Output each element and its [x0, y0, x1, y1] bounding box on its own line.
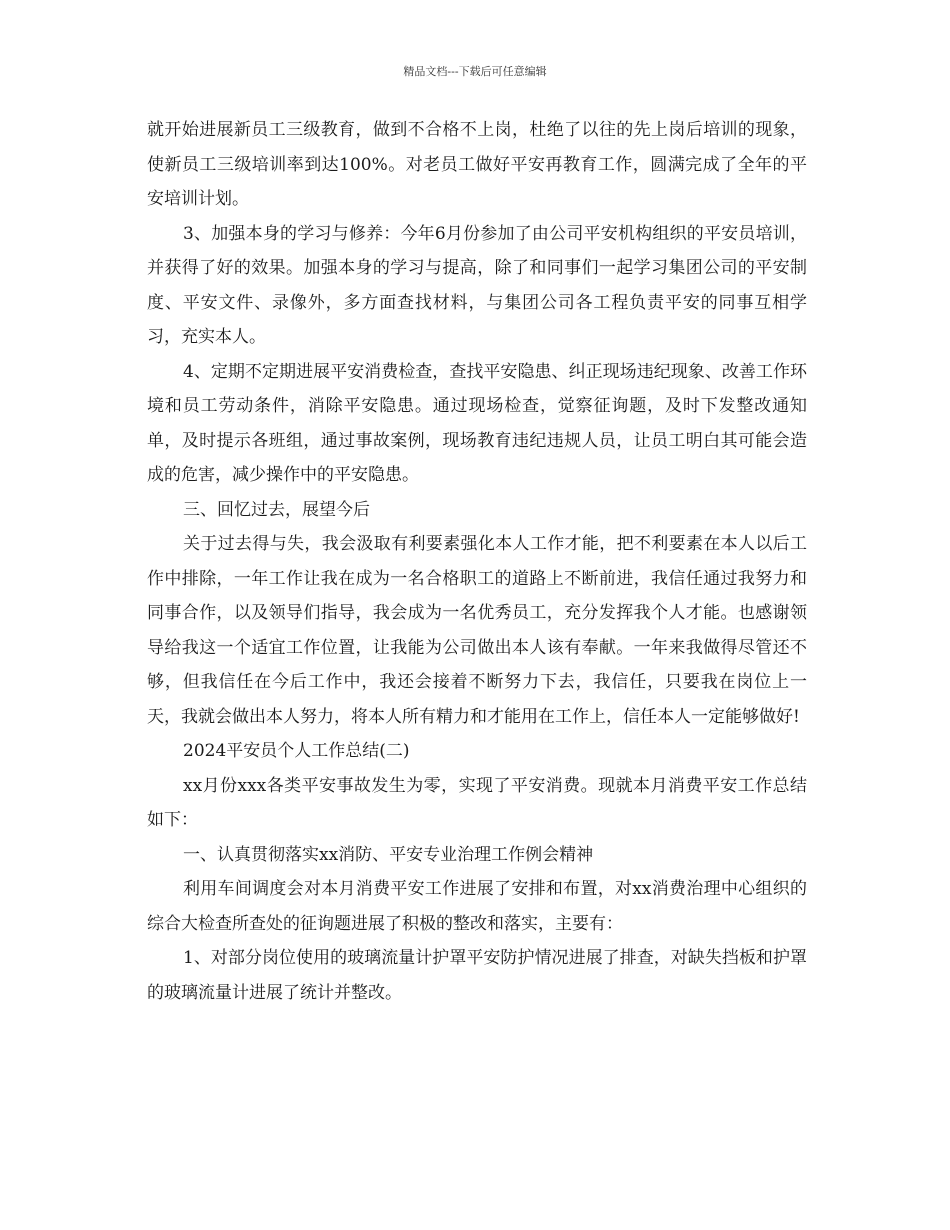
paragraph-item-1: 1、对部分岗位使用的玻璃流量计护罩平安防护情况进展了排查，对缺失挡板和护罩的玻璃流量计进展了统计并整改。: [147, 948, 807, 1003]
document-body: [147, 113, 807, 1010]
document-subtitle: 2024平安员个人工作总结(二): [183, 741, 410, 761]
paragraph-continuation: 就开始进展新员工三级教育，做到不合格不上岗，杜绝了以往的先上岗后培训的现象，使新员工三级培训率到达100%。对老员工做好平安再教育工作，圆满完成了全年的平安培训计划。: [147, 120, 807, 209]
paragraph-review: 关于过去得与失，我会汲取有利要素强化本人工作才能，把不利要素在本人以后工作中排除，一年工作让我在成为一名合格职工的道路上不断前进，我信任通过我努力和同事合作，以及领导们指导，我会成为一名优秀员工，充分发挥我个人才能。也感谢领导给我这一个适宜工作位置，让我能为公司做出本人该有奉献。一年来我做得尽管还不够，但我信任在今后工作中，我还会接着不断努力下去，我信任，只要我在岗位上一天，我就会做出本人努力，将本人所有精力和才能用在工作上，信任本人一定能够做好!: [147, 534, 807, 727]
paragraph-arrangement: 利用车间调度会对本月消费平安工作进展了安排和布置，对xx消费治理中心组织的综合大检查所查处的征询题进展了积极的整改和落实，主要有：: [147, 879, 807, 934]
section-heading-review: 三、回忆过去，展望今后: [183, 499, 370, 520]
paragraph-item-3: 3、加强本身的学习与修养：今年6月份参加了由公司平安机构组织的平安员培训，并获得了好的效果。加强本身的学习与提高，除了和同事们一起学习集团公司的平安制度、平安文件、录像外，多方面查找材料，与集团公司各工程负责平安的同事互相学习，充实本人。: [147, 223, 807, 347]
section-heading-one: 一、认真贯彻落实xx消防、平安专业治理工作例会精神: [183, 844, 594, 865]
page-header: 精品文档---下载后可任意编辑: [403, 65, 547, 78]
paragraph-intro: xx月份xxx各类平安事故发生为零，实现了平安消费。现就本月消费平安工作总结如下：: [147, 775, 807, 830]
paragraph-item-4: 4、定期不定期进展平安消费检查，查找平安隐患、纠正现场违纪现象、改善工作环境和员工劳动条件，消除平安隐患。通过现场检查，觉察征询题，及时下发整改通知单，及时提示各班组，通过事故案例，现场教育违纪违规人员，让员工明白其可能会造成的危害，减少操作中的平安隐患。: [147, 361, 807, 485]
